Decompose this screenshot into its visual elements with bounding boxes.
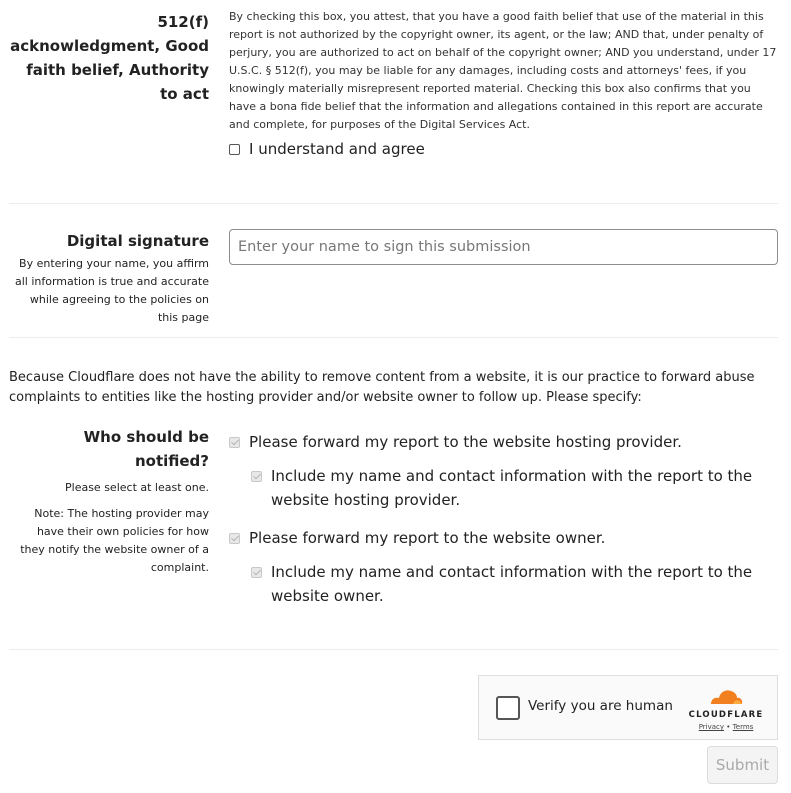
- option-hosting-provider[interactable]: [229, 430, 778, 454]
- option-website-owner[interactable]: [229, 526, 778, 550]
- option-hosting-contact[interactable]: [229, 464, 778, 512]
- terms-link[interactable]: Terms: [732, 723, 754, 731]
- option-hosting-contact-checkbox[interactable]: [251, 471, 262, 482]
- acknowledgment-text: By checking this box, you attest, that you have a good faith belief that use of the material in this report is not authorized by the copyright owner, its agent, or the law; AND that, under penalty of perjury, you are authorized to act on behalf of the copyright owner; AND you understand, under 17 U.S.C. § 512(f), you may be liable for any damages, including costs and attorneys' fees, if you knowingly materially misrepresent reported material. Checking this box also confirms that you have a bona fide belief that the information and allegations contained in this report are accurate and complete, for purposes of the Digital Services Act.: [229, 10, 777, 131]
- captcha-widget: [478, 675, 778, 740]
- privacy-link[interactable]: Privacy: [698, 723, 725, 731]
- captcha-label: Verify you are human: [528, 698, 673, 714]
- option-owner-contact-checkbox[interactable]: [251, 567, 262, 578]
- notify-intro: Because Cloudflare does not have the ability to remove content from a website, it is our practice to forward abuse complaints to entities like the hosting provider and/or website owner to follow up. Please specify:: [9, 370, 755, 405]
- submit-button[interactable]: Submit: [707, 746, 778, 784]
- notify-note: Note: The hosting provider may have their own policies for how they notify the website owner of a complaint.: [20, 507, 209, 574]
- option-hosting-provider-checkbox[interactable]: [229, 437, 240, 448]
- notify-section: [9, 368, 778, 618]
- acknowledgment-section: [9, 8, 778, 168]
- divider: [9, 337, 778, 338]
- notify-title: Who should be notified?: [83, 428, 209, 470]
- divider: [9, 649, 778, 650]
- cloudflare-logo: [687, 687, 765, 731]
- cloudflare-brand: CLOUDFLARE: [688, 710, 764, 720]
- acknowledgment-content: [229, 8, 778, 158]
- notify-hint: Please select at least one.: [65, 481, 209, 494]
- agree-checkbox-row[interactable]: [229, 140, 778, 158]
- option-label: Include my name and contact information with the report to the website owner.: [271, 563, 753, 605]
- agree-checkbox-label: I understand and agree: [249, 140, 425, 158]
- option-website-owner-checkbox[interactable]: [229, 533, 240, 544]
- signature-section: [9, 229, 778, 324]
- captcha-checkbox[interactable]: [496, 696, 520, 720]
- agree-checkbox[interactable]: [229, 144, 240, 155]
- signature-label-col: [9, 229, 209, 327]
- option-owner-contact[interactable]: [229, 560, 778, 608]
- option-label: Please forward my report to the website owner.: [249, 529, 606, 547]
- signature-input[interactable]: [229, 229, 778, 265]
- acknowledgment-label-col: [9, 10, 209, 106]
- cloud-icon: [707, 687, 745, 705]
- signature-subtitle: By entering your name, you affirm all information is true and accurate while agreeing to the policies on this page: [14, 257, 209, 324]
- signature-title: Digital signature: [66, 232, 209, 250]
- notify-options: [229, 430, 778, 608]
- option-label: Include my name and contact information with the report to the website hosting provider.: [271, 467, 753, 509]
- notify-label-col: [9, 425, 209, 577]
- captcha-links: [687, 723, 765, 731]
- divider: [9, 203, 778, 204]
- links-separator: •: [726, 723, 731, 731]
- acknowledgment-title: 512(f) acknowledgment, Good faith belief, Authority to act: [10, 13, 209, 103]
- option-label: Please forward my report to the website hosting provider.: [249, 433, 682, 451]
